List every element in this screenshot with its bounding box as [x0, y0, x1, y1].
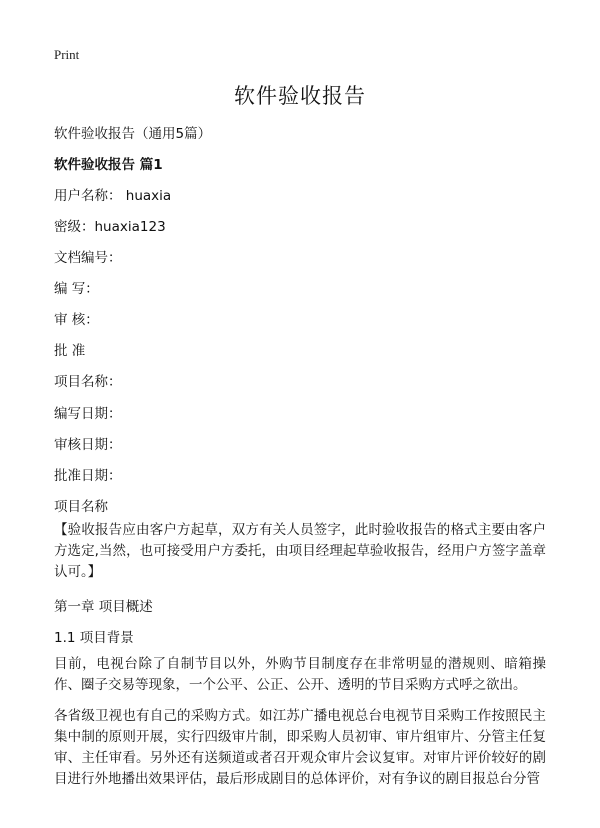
document-title: 软件验收报告 — [234, 84, 366, 108]
field-approve-date: 批准日期： — [54, 468, 122, 484]
field-user-name: 用户名称： huaxia — [54, 188, 172, 204]
chapter-heading: 第一章 项目概述 — [54, 599, 153, 615]
field-write-date: 编写日期： — [54, 406, 122, 422]
field-author: 编 写： — [54, 281, 99, 297]
section-1-1-heading: 1.1 项目背景 — [54, 630, 134, 646]
print-link[interactable]: Print — [54, 47, 80, 62]
paragraph-background: 目前，电视台除了自制节目以外，外购节目制度存在非常明显的潜规则、暗箱操作、圈子交易等现象，一个公平、公正、公开、透明的节目采购方式呼之欲出。 — [54, 656, 546, 693]
notice-paragraph: 【验收报告应由客户方起草，双方有关人员签字，此时验收报告的格式主要由客户方选定,当然，也可接受用户方委托，由项目经理起草验收报告，经用户方签字盖章认可。】 — [54, 522, 546, 580]
field-project-name: 项目名称： — [54, 374, 122, 390]
field-project-name-2: 项目名称 — [54, 499, 108, 515]
field-security-level: 密级：huaxia123 — [54, 219, 166, 235]
field-document-number: 文档编号： — [54, 250, 122, 266]
field-reviewer: 审 核： — [54, 312, 99, 328]
section-heading: 软件验收报告 篇1 — [54, 157, 163, 173]
document-subtitle: 软件验收报告（通用5篇） — [54, 126, 212, 142]
field-review-date: 审核日期： — [54, 437, 122, 453]
paragraph-provincial: 各省级卫视也有自己的采购方式。如江苏广播电视总台电视节目采购工作按照民主集中制的原则开展，实行四级审片制，即采购人员初审、审片组审片、分管主任复审、主任审看。另外还有送频道或者召开观众审片会议复审。对审片评价较好的剧目进行外地播出效果评估，最后形成剧目的总体评价，对有争议的剧目报总台分管 — [54, 708, 546, 787]
field-approver: 批 准 — [54, 343, 86, 359]
